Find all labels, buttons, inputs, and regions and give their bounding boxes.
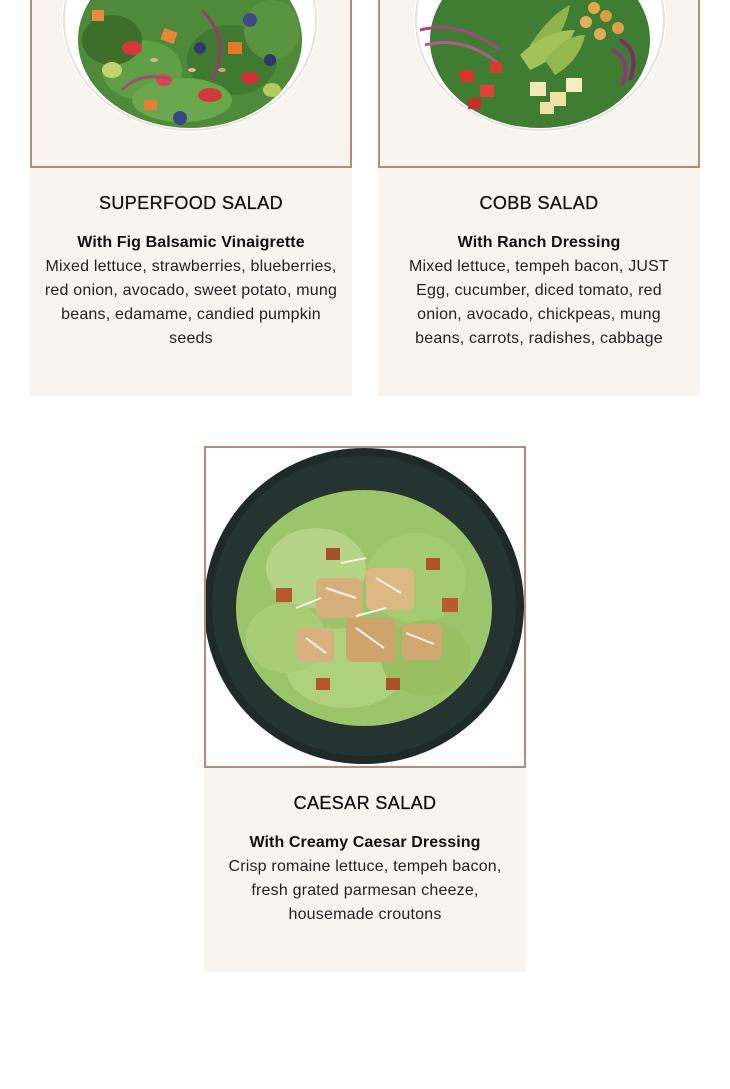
caesar-salad-image[interactable] [204, 446, 526, 768]
caesar-salad-info [204, 768, 526, 972]
item-dressing: With Fig Balsamic Vinaigrette [77, 234, 305, 251]
cobb-salad-image[interactable] [378, 0, 700, 168]
item-dressing: With Creamy Caesar Dressing [249, 834, 481, 851]
superfood-salad-bowl-icon [32, 0, 350, 166]
item-title: SUPERFOOD SALAD [98, 193, 284, 213]
item-title: COBB SALAD [479, 193, 599, 213]
menu-card-superfood-salad [30, 0, 352, 396]
item-title: CAESAR SALAD [293, 793, 437, 813]
caesar-salad-bowl-icon [206, 448, 524, 766]
item-description: Mixed lettuce, tempeh bacon, JUST Egg, cucumber, diced tomato, red onion, avocado, chickpeas, mung beans, carrots, radishes, cabbage [408, 258, 670, 347]
item-dressing: With Ranch Dressing [457, 234, 621, 251]
cobb-salad-info [378, 168, 700, 396]
cobb-salad-bowl-icon [380, 0, 698, 166]
menu-card-cobb-salad [378, 0, 700, 396]
superfood-salad-info [30, 168, 352, 396]
item-description: Mixed lettuce, strawberries, blueberries, red onion, avocado, sweet potato, mung beans, edamame, candied pumpkin seeds [44, 258, 338, 347]
menu-card-caesar-salad [204, 446, 526, 972]
superfood-salad-image[interactable] [30, 0, 352, 168]
item-description: Crisp romaine lettuce, tempeh bacon, fresh grated parmesan cheeze, housemade croutons [228, 858, 502, 923]
